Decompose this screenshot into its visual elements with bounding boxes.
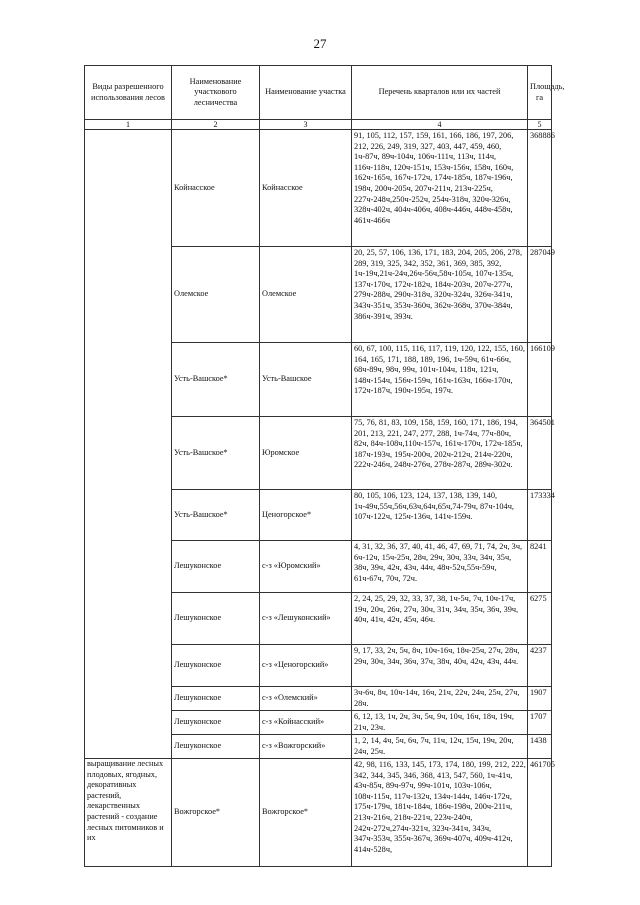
column-number: 1 (85, 120, 172, 130)
area-cell: 8241 (528, 541, 552, 593)
forestry-cell: Лешуконское (172, 645, 260, 687)
plot-cell: с-з «Вожгорский» (260, 735, 352, 759)
area-cell: 368886 (528, 130, 552, 247)
quarters-cell: 6, 12, 13, 1ч, 2ч, 3ч, 5ч, 9ч, 10ч, 16ч, 18ч, 19ч, 21ч, 23ч. (352, 711, 528, 735)
plot-cell: с-з «Койнасский» (260, 711, 352, 735)
quarters-cell: 42, 98, 116, 133, 145, 173, 174, 180, 199, 212, 222, 342, 344, 345, 346, 368, 413, 547, 560, 1ч-41ч, 43ч-85ч, 89ч-97ч, 99ч-101ч, 103ч-106ч, 108ч-115ч, 117ч-132ч, 134ч-144ч, 146ч-172ч, 175ч-179ч, 181ч-184ч, 186ч-198ч, 200ч-211ч, 213ч-216ч, 218ч-221ч, 223ч-240ч, 242ч-272ч,274ч-321ч, 323ч-341ч, 343ч, 347ч-353ч, 355ч-367ч, 369ч-407ч, 409ч-412ч, 414ч-528ч, (352, 759, 528, 867)
forestry-cell: Койнасское (172, 130, 260, 247)
area-cell: 1907 (528, 687, 552, 711)
forestry-cell: Лешуконское (172, 735, 260, 759)
quarters-cell: 91, 105, 112, 157, 159, 161, 166, 186, 197, 206, 212, 226, 249, 319, 327, 403, 447, 459, 460, 1ч-87ч, 89ч-104ч, 106ч-111ч, 113ч, 114ч, 116ч-118ч, 120ч-151ч, 153ч-156ч, 158ч, 160ч, 162ч-165ч, 167ч-172ч, 174ч-185ч, 187ч-196ч, 198ч, 200ч-205ч, 207ч-211ч, 213ч-225ч, 227ч-248ч,250ч-252ч, 254ч-318ч, 320ч-326ч, 328ч-402ч, 404ч-406ч, 408ч-446ч, 448ч-458ч, 461ч-466ч (352, 130, 528, 247)
table-row (85, 130, 552, 247)
header-quarters: Перечень кварталов или их частей (352, 66, 528, 120)
column-number: 5 (528, 120, 552, 130)
area-cell: 287049 (528, 247, 552, 343)
header-use-type: Виды разрешенного использования лесов (85, 66, 172, 120)
header-area: Площадь, га (528, 66, 552, 120)
forestry-cell: Лешуконское (172, 541, 260, 593)
plot-cell: Олемское (260, 247, 352, 343)
forestry-cell: Лешуконское (172, 711, 260, 735)
forestry-cell: Олемское (172, 247, 260, 343)
plot-cell: Вожгорское* (260, 759, 352, 867)
forestry-cell: Лешуконское (172, 687, 260, 711)
forestry-cell: Вожгорское* (172, 759, 260, 867)
quarters-cell: 75, 76, 81, 83, 109, 158, 159, 160, 171, 186, 194, 201, 213, 221, 247, 277, 288, 1ч-74ч, 77ч-80ч, 82ч, 84ч-108ч,110ч-157ч, 161ч-170ч, 172ч-185ч, 187ч-193ч, 195ч-200ч, 202ч-212ч, 214ч-220ч, 222ч-246ч, 248ч-276ч, 278ч-287ч, 289ч-302ч. (352, 417, 528, 490)
quarters-cell: 3ч-6ч, 8ч, 10ч-14ч, 16ч, 21ч, 22ч, 24ч, 25ч, 27ч, 28ч. (352, 687, 528, 711)
area-cell: 364501 (528, 417, 552, 490)
header-plot: Наименование участка (260, 66, 352, 120)
quarters-cell: 4, 31, 32, 36, 37, 40, 41, 46, 47, 69, 71, 74, 2ч, 3ч, 6ч-12ч, 15ч-25ч, 28ч, 29ч, 30ч, 33ч, 34ч, 35ч, 38ч, 39ч, 42ч, 43ч, 44ч, 48ч-52ч,55ч-59ч, 61ч-67ч, 70ч, 72ч. (352, 541, 528, 593)
area-cell: 1438 (528, 735, 552, 759)
quarters-cell: 2, 24, 25, 29, 32, 33, 37, 38, 1ч-5ч, 7ч, 10ч-17ч, 19ч, 20ч, 26ч, 27ч, 30ч, 31ч, 34ч, 35ч, 36ч, 39ч, 40ч, 41ч, 42ч, 45ч, 46ч. (352, 593, 528, 645)
column-number: 4 (352, 120, 528, 130)
plot-cell: Ценогорское* (260, 490, 352, 541)
area-cell: 173334 (528, 490, 552, 541)
forestry-cell: Лешуконское (172, 593, 260, 645)
header-forestry: Наименование участкового лесничества (172, 66, 260, 120)
area-cell: 1707 (528, 711, 552, 735)
table-row (85, 759, 552, 867)
area-cell: 166109 (528, 343, 552, 417)
plot-cell: Койнасское (260, 130, 352, 247)
column-number: 2 (172, 120, 260, 130)
quarters-cell: 9, 17, 33, 2ч, 5ч, 8ч, 10ч-16ч, 18ч-25ч, 27ч, 28ч, 29ч, 30ч, 34ч, 36ч, 37ч, 38ч, 40ч, 42ч, 43ч, 44ч. (352, 645, 528, 687)
plot-cell: с-з «Олемский» (260, 687, 352, 711)
forestry-cell: Усть-Вашское* (172, 490, 260, 541)
plot-cell: с-з «Юромский» (260, 541, 352, 593)
use-type-cell: выращивание лесных плодовых, ягодных, декоративных растений, лекарственных растений - создание лесных питомников и их (85, 759, 172, 867)
area-cell: 4237 (528, 645, 552, 687)
page-number: 27 (313, 36, 327, 51)
quarters-cell: 1, 2, 14, 4ч, 5ч, 6ч, 7ч, 11ч, 12ч, 15ч, 19ч, 20ч, 24ч, 25ч. (352, 735, 528, 759)
forestry-cell: Усть-Вашское* (172, 343, 260, 417)
area-cell: 461705 (528, 759, 552, 867)
quarters-cell: 20, 25, 57, 106, 136, 171, 183, 204, 205, 206, 278, 289, 319, 325, 342, 352, 361, 369, 385, 392, 1ч-19ч,21ч-24ч,26ч-56ч,58ч-105ч, 107ч-135ч, 137ч-170ч, 172ч-182ч, 184ч-203ч, 207ч-277ч, 279ч-288ч, 290ч-318ч, 320ч-324ч, 326ч-341ч, 343ч-351ч, 353ч-360ч, 362ч-368ч, 370ч-384ч, 386ч-391ч, 393ч. (352, 247, 528, 343)
plot-cell: с-з «Ценогорский» (260, 645, 352, 687)
plot-cell: Юромское (260, 417, 352, 490)
plot-cell: с-з «Лешуконский» (260, 593, 352, 645)
plot-cell: Усть-Вашское (260, 343, 352, 417)
forest-plots-table (84, 65, 565, 867)
quarters-cell: 60, 67, 100, 115, 116, 117, 119, 120, 122, 155, 160, 164, 165, 171, 188, 189, 196, 1ч-59ч, 61ч-66ч, 68ч-89ч, 98ч, 99ч, 101ч-104ч, 118ч, 121ч, 148ч-154ч, 156ч-159ч, 161ч-163ч, 166ч-170ч, 172ч-187ч, 190ч-195ч, 197ч. (352, 343, 528, 417)
area-cell: 6275 (528, 593, 552, 645)
use-type-cell (85, 130, 172, 759)
column-number: 3 (260, 120, 352, 130)
forestry-cell: Усть-Вашское* (172, 417, 260, 490)
quarters-cell: 80, 105, 106, 123, 124, 137, 138, 139, 140, 1ч-49ч,55ч,56ч,63ч,64ч,65ч,74-79ч, 87ч-104ч, 107ч-122ч, 125ч-136ч, 141ч-159ч. (352, 490, 528, 541)
